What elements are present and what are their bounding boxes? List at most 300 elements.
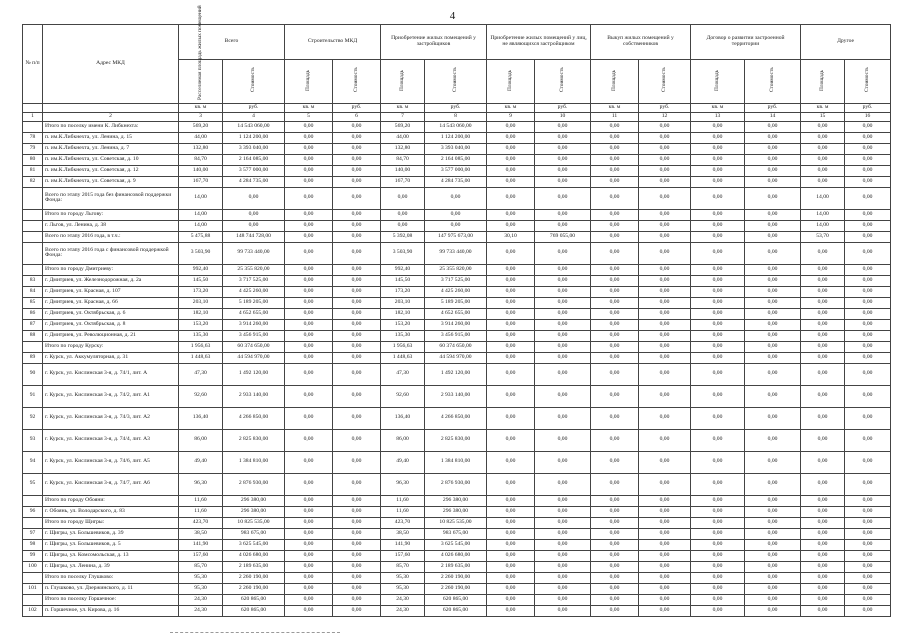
value-cell: 0,00 [333,264,381,275]
column-number: 14 [745,112,801,121]
value-cell: 0,00 [487,506,535,517]
value-cell: 0,00 [691,187,745,209]
value-cell: 0,00 [801,330,845,341]
value-cell: 0,00 [333,583,381,594]
table-row [23,473,891,495]
row-number: 86 [23,308,43,319]
value-cell: 0,00 [801,528,845,539]
value-cell: 0,00 [639,528,691,539]
value-cell: 0,00 [845,594,891,605]
value-cell: 1 956,63 [381,341,425,352]
value-cell: 2 189 635,00 [425,561,487,572]
value-cell: 0,00 [801,154,845,165]
value-cell: 0,00 [691,528,745,539]
column-number: 10 [535,112,591,121]
value-cell: 0,00 [381,220,425,231]
value-cell: 86,00 [179,429,223,451]
row-number [23,220,43,231]
row-number [23,209,43,220]
value-cell: 0,00 [333,594,381,605]
value-cell: 0,00 [285,572,333,583]
value-cell: 0,00 [425,220,487,231]
value-cell: 423,70 [179,517,223,528]
unit-cell: руб. [745,103,801,112]
value-cell: 132,80 [179,143,223,154]
address-cell: Итого по поселку имени К. Либкнехта: [43,121,179,132]
value-cell: 0,00 [487,297,535,308]
value-cell: 44 594 970,00 [425,352,487,363]
address-cell: г. Льгов, ул. Ленина, д. 38 [43,220,179,231]
value-cell: 0,00 [333,231,381,242]
value-cell: 4 026 680,00 [425,550,487,561]
value-cell: 0,00 [285,165,333,176]
unit-cell: кв. м [381,103,425,112]
value-cell: 0,00 [845,363,891,385]
table-row [23,583,891,594]
value-cell: 0,00 [285,528,333,539]
value-cell: 0,00 [223,209,285,220]
value-cell: 0,00 [535,242,591,264]
value-cell: 0,00 [535,583,591,594]
value-cell: 0,00 [535,363,591,385]
row-number: 80 [23,154,43,165]
value-cell: 0,00 [845,330,891,341]
value-cell: 620 865,00 [425,594,487,605]
value-cell: 85,70 [179,561,223,572]
unit-cell: руб. [333,103,381,112]
value-cell: 0,00 [487,594,535,605]
value-cell: 47,30 [381,363,425,385]
value-cell: 0,00 [801,517,845,528]
value-cell: 0,00 [745,352,801,363]
value-cell: 0,00 [745,275,801,286]
value-cell: 0,00 [333,550,381,561]
value-cell: 0,00 [535,495,591,506]
value-cell: 0,00 [745,561,801,572]
value-cell: 0,00 [745,242,801,264]
value-cell: 0,00 [745,506,801,517]
address-cell: г. Щигры, ул. Большевиков, д. 39 [43,528,179,539]
units-row [23,103,891,112]
value-cell: 0,00 [285,451,333,473]
row-number: 83 [23,275,43,286]
value-cell: 3 503,90 [179,242,223,264]
value-cell: 95,30 [381,583,425,594]
subtotal-row [23,517,891,528]
value-cell: 0,00 [745,132,801,143]
value-cell: 0,00 [691,132,745,143]
value-cell: 0,00 [487,429,535,451]
value-cell: 0,00 [639,187,691,209]
table-row [23,407,891,429]
value-cell: 0,00 [487,319,535,330]
value-cell: 1 492 120,00 [223,363,285,385]
value-cell: 0,00 [691,341,745,352]
value-cell: 0,00 [845,385,891,407]
value-cell: 0,00 [333,528,381,539]
value-cell: 14,00 [801,209,845,220]
row-number: 93 [23,429,43,451]
row-number: 82 [23,176,43,187]
row-number: 84 [23,286,43,297]
value-cell: 84,70 [381,154,425,165]
value-cell: 0,00 [801,495,845,506]
value-cell: 0,00 [535,385,591,407]
value-cell: 24,30 [179,594,223,605]
value-cell: 0,00 [333,319,381,330]
value-cell: 0,00 [801,583,845,594]
value-cell: 0,00 [639,330,691,341]
value-cell: 0,00 [845,506,891,517]
value-cell: 0,00 [591,308,639,319]
value-cell: 0,00 [591,264,639,275]
value-cell: 0,00 [535,550,591,561]
value-cell: 0,00 [285,319,333,330]
value-cell: 983 675,00 [425,528,487,539]
value-cell: 0,00 [333,132,381,143]
value-cell: 0,00 [691,231,745,242]
subtotal-row [23,264,891,275]
value-cell: 95,30 [381,572,425,583]
value-cell: 0,00 [745,385,801,407]
column-number: 16 [845,112,891,121]
value-cell: 0,00 [745,539,801,550]
value-cell: 0,00 [845,528,891,539]
value-cell: 0,00 [591,583,639,594]
value-cell: 0,00 [591,187,639,209]
value-cell: 0,00 [639,495,691,506]
row-number: 102 [23,605,43,616]
subtotal-row [23,242,891,264]
row-number [23,187,43,209]
value-cell: 0,00 [639,308,691,319]
table-row [23,561,891,572]
value-cell: 203,10 [179,297,223,308]
value-cell: 0,00 [591,165,639,176]
column-number: 6 [333,112,381,121]
value-cell: 0,00 [487,451,535,473]
value-cell: 0,00 [535,517,591,528]
row-number: 90 [23,363,43,385]
value-cell: 0,00 [285,132,333,143]
value-cell: 0,00 [745,143,801,154]
value-cell: 0,00 [591,220,639,231]
value-cell: 14,00 [179,220,223,231]
value-cell: 4 425 260,00 [425,286,487,297]
row-number: 85 [23,297,43,308]
value-cell: 0,00 [845,517,891,528]
value-cell: 423,70 [381,517,425,528]
table-row [23,528,891,539]
value-cell: 0,00 [691,297,745,308]
address-cell: г. Курск, ул. Аккумуляторная, д. 31 [43,352,179,363]
value-cell: 0,00 [745,231,801,242]
value-cell: 0,00 [591,154,639,165]
header-sub-cost: Стоимость [745,60,801,104]
value-cell: 5 189 205,00 [223,297,285,308]
value-cell: 3 456 915,00 [425,330,487,341]
value-cell: 95,30 [179,572,223,583]
value-cell: 0,00 [487,187,535,209]
value-cell: 0,00 [591,605,639,616]
value-cell: 0,00 [691,550,745,561]
value-cell: 0,00 [845,583,891,594]
value-cell: 0,00 [285,363,333,385]
value-cell: 0,00 [487,550,535,561]
value-cell: 0,00 [745,550,801,561]
value-cell: 0,00 [535,605,591,616]
value-cell: 0,00 [333,297,381,308]
value-cell: 0,00 [333,275,381,286]
address-cell: г. Дмитриев, ул. Красная, д. 66 [43,297,179,308]
address-cell: г. Щигры, ул. Комсомольская, д. 13 [43,550,179,561]
value-cell: 0,00 [535,539,591,550]
address-cell: п. им.К.Либкнехта, ул. Советская, д. 10 [43,154,179,165]
address-cell: Всего по этапу 2016 года с финансовой поддержкой Фонда: [43,242,179,264]
table-row [23,385,891,407]
value-cell: 3 914 260,00 [425,319,487,330]
value-cell: 0,00 [845,407,891,429]
value-cell: 992,40 [179,264,223,275]
value-cell: 0,00 [591,319,639,330]
value-cell: 0,00 [487,528,535,539]
value-cell: 0,00 [285,506,333,517]
value-cell: 0,00 [745,341,801,352]
value-cell: 145,50 [381,275,425,286]
column-number: 4 [223,112,285,121]
column-number: 11 [591,112,639,121]
value-cell: 182,10 [381,308,425,319]
value-cell: 0,00 [333,517,381,528]
value-cell: 0,00 [487,176,535,187]
unit-cell: кв. м [179,103,223,112]
unit-cell: кв. м [801,103,845,112]
value-cell: 25 355 820,00 [425,264,487,275]
value-cell: 0,00 [591,407,639,429]
value-cell: 0,00 [639,143,691,154]
value-cell: 0,00 [745,429,801,451]
value-cell: 0,00 [487,209,535,220]
value-cell: 0,00 [487,341,535,352]
value-cell: 0,00 [801,143,845,154]
table-row [23,550,891,561]
value-cell: 0,00 [845,121,891,132]
address-cell: Итого по городу Обояни: [43,495,179,506]
value-cell: 0,00 [285,308,333,319]
value-cell: 0,00 [487,363,535,385]
value-cell: 0,00 [845,539,891,550]
row-number [23,264,43,275]
address-cell: п. им.К.Либкнехта, ул. Советская, д. 12 [43,165,179,176]
value-cell: 24,30 [381,594,425,605]
value-cell: 84,70 [179,154,223,165]
value-cell: 0,00 [535,319,591,330]
value-cell: 0,00 [691,429,745,451]
value-cell: 0,00 [535,506,591,517]
address-cell: г. Дмитриев, ул. Октябрьская, д. 6 [43,308,179,319]
value-cell: 0,00 [333,407,381,429]
value-cell: 182,10 [179,308,223,319]
value-cell: 136,40 [179,407,223,429]
value-cell: 157,60 [179,550,223,561]
column-number: 2 [43,112,179,121]
row-number: 97 [23,528,43,539]
header-sub-area-total: Расселяемая площадь жилых помещений [179,60,223,104]
table-row [23,506,891,517]
value-cell: 5 475,88 [179,231,223,242]
value-cell: 0,00 [801,407,845,429]
value-cell: 0,00 [801,473,845,495]
value-cell: 0,00 [691,363,745,385]
address-cell: г. Дмитриев, ул. Октябрьская, д. 8 [43,319,179,330]
value-cell: 153,20 [179,319,223,330]
header-sub-cost: Стоимость [223,60,285,104]
value-cell: 0,00 [801,319,845,330]
value-cell: 0,00 [691,572,745,583]
value-cell: 0,00 [845,473,891,495]
unit-cell: руб. [639,103,691,112]
value-cell: 0,00 [333,209,381,220]
value-cell: 0,00 [745,451,801,473]
value-cell: 0,00 [845,495,891,506]
value-cell: 0,00 [333,539,381,550]
value-cell: 0,00 [535,594,591,605]
subtotal-row [23,220,891,231]
value-cell: 0,00 [535,121,591,132]
value-cell: 0,00 [691,209,745,220]
value-cell: 0,00 [333,154,381,165]
value-cell: 153,20 [381,319,425,330]
value-cell: 296 380,00 [223,506,285,517]
value-cell: 0,00 [745,363,801,385]
value-cell: 0,00 [333,330,381,341]
address-cell: г. Курск, ул. Кислинская 3-я, д. 74/6, лит. А5 [43,451,179,473]
value-cell: 0,00 [845,231,891,242]
value-cell: 0,00 [535,407,591,429]
value-cell: 24,30 [381,605,425,616]
value-cell: 0,00 [639,319,691,330]
value-cell: 0,00 [487,121,535,132]
table-body [23,121,891,616]
value-cell: 0,00 [691,605,745,616]
value-cell: 0,00 [691,319,745,330]
row-number [23,341,43,352]
value-cell: 0,00 [535,154,591,165]
value-cell: 0,00 [745,517,801,528]
address-cell: г. Дмитриев, ул. Красная, д. 107 [43,286,179,297]
value-cell: 0,00 [285,154,333,165]
value-cell: 0,00 [535,132,591,143]
subtotal-row [23,187,891,209]
value-cell: 0,00 [801,308,845,319]
address-cell: г. Курск, ул. Кислинская 3-я, д. 74/7, лит. А6 [43,473,179,495]
value-cell: 0,00 [845,176,891,187]
value-cell: 0,00 [487,264,535,275]
value-cell: 0,00 [591,352,639,363]
value-cell: 0,00 [535,165,591,176]
value-cell: 0,00 [745,121,801,132]
value-cell: 0,00 [691,473,745,495]
value-cell: 49,40 [179,451,223,473]
value-cell: 3 914 260,00 [223,319,285,330]
table-row [23,176,891,187]
value-cell: 0,00 [333,506,381,517]
value-cell: 0,00 [639,242,691,264]
header-group-development-agreement: Договор о развитии застроенной территории [691,25,801,60]
value-cell: 1 384 810,00 [425,451,487,473]
value-cell: 0,00 [535,187,591,209]
value-cell: 0,00 [639,176,691,187]
value-cell: 5 392,08 [381,231,425,242]
value-cell: 0,00 [801,605,845,616]
header-address: Адрес МКД [43,25,179,104]
value-cell: 135,30 [381,330,425,341]
value-cell: 0,00 [691,121,745,132]
value-cell: 0,00 [691,165,745,176]
value-cell: 0,00 [591,176,639,187]
table-row [23,143,891,154]
value-cell: 0,00 [535,209,591,220]
value-cell: 30,10 [487,231,535,242]
value-cell: 0,00 [639,594,691,605]
header-group-developers: Приобретение жилых помещений у застройщиков [381,25,487,60]
address-cell: п. Горшечное, ул. Кирова, д. 16 [43,605,179,616]
value-cell: 0,00 [535,143,591,154]
value-cell: 296 380,00 [425,506,487,517]
value-cell: 0,00 [639,121,691,132]
value-cell: 0,00 [487,220,535,231]
value-cell: 60 374 650,00 [425,341,487,352]
value-cell: 10 825 535,00 [223,517,285,528]
value-cell: 0,00 [285,473,333,495]
value-cell: 0,00 [691,154,745,165]
value-cell: 0,00 [745,154,801,165]
value-cell: 0,00 [487,385,535,407]
value-cell: 99 733 440,00 [223,242,285,264]
value-cell: 0,00 [639,572,691,583]
value-cell: 3 717 525,00 [425,275,487,286]
address-cell: п. Глушково, ул. Дзержинского, д. 11 [43,583,179,594]
header-num: № п/п [23,25,43,104]
value-cell: 0,00 [591,594,639,605]
column-number: 5 [285,112,333,121]
address-cell: г. Обоянь, ул. Володарского, д. 83 [43,506,179,517]
address-cell: г. Курск, ул. Кислинская 3-я, д. 74/2, лит. А1 [43,385,179,407]
value-cell: 296 380,00 [223,495,285,506]
address-cell: г. Курск, ул. Кислинская 3-я, д. 74/3, лит. А2 [43,407,179,429]
value-cell: 0,00 [333,473,381,495]
value-cell: 0,00 [285,297,333,308]
row-number: 91 [23,385,43,407]
header-sub-area: Площадь [487,60,535,104]
row-number: 94 [23,451,43,473]
value-cell: 0,00 [691,539,745,550]
address-cell: Итого по городу Щигры: [43,517,179,528]
value-cell: 0,00 [845,275,891,286]
value-cell: 0,00 [381,187,425,209]
value-cell: 0,00 [333,572,381,583]
value-cell: 0,00 [845,220,891,231]
header-sub-area: Площадь [381,60,425,104]
header-group-non-developers: Приобретение жилых помещений у лиц, не являющихся застройщиком [487,25,591,60]
value-cell: 60 374 650,00 [223,341,285,352]
bottom-divider [170,632,340,634]
value-cell: 0,00 [745,319,801,330]
value-cell: 2 876 930,00 [223,473,285,495]
value-cell: 0,00 [639,407,691,429]
value-cell: 0,00 [639,550,691,561]
value-cell: 0,00 [639,231,691,242]
